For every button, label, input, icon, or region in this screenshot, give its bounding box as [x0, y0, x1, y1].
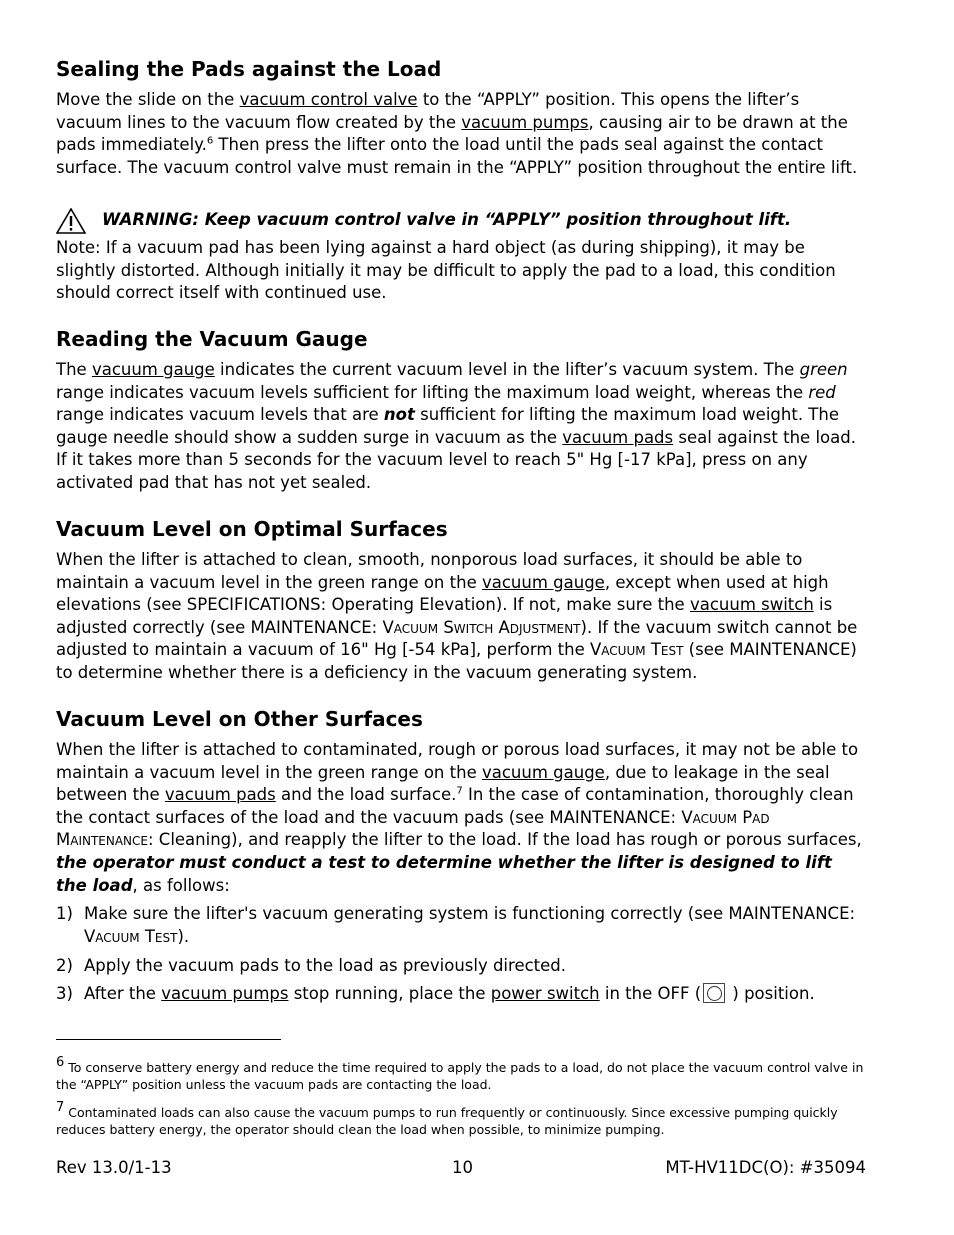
- footnote-ref-6: 6: [206, 135, 214, 147]
- term-power-switch: power switch: [490, 984, 600, 1003]
- warning-text: WARNING: Keep vacuum control valve in “APPLY” position throughout lift.: [102, 210, 792, 229]
- footnote-divider: [56, 1039, 281, 1040]
- section-heading-gauge: Reading the Vacuum Gauge: [56, 327, 368, 351]
- term-vacuum-control-valve: vacuum control valve: [239, 90, 418, 109]
- term-vacuum-pumps: vacuum pumps: [461, 112, 589, 132]
- footnote-ref-7: 7: [456, 785, 463, 797]
- warning-block: [56, 205, 866, 235]
- paragraph-sealing: Move the slide on the vacuum control valve to the “APPLY” position. This opens the lifter’s vacuum lines to the vacuum flow created by the vacuum pumps, causing air to be drawn at the pads immediately.$^6$ Then press the lifter onto the load until the pads seal against the contact surface. The vacuum control valve must remain in the “APPLY” position throughout the entire lift.: [56, 90, 858, 177]
- section-heading-sealing: Sealing the Pads against the Load: [56, 57, 442, 81]
- footnote-6: $^6$ To conserve battery energy and reduce the time required to apply the pads to a load, do not place the vacuum control valve in the “APPLY” position unless the vacuum pads are contacting the load.: [56, 1055, 864, 1092]
- term-vacuum-gauge: vacuum gauge: [481, 572, 605, 592]
- revision-label: Rev 13.0/1-13: [56, 1158, 172, 1177]
- footnote-7: $^7$ Contaminated loads can also cause the vacuum pumps to run frequently or continuously. Since excessive pumping quickly reduces battery energy, the operator should clean the load when possible, to minimize pumping.: [56, 1100, 838, 1137]
- section-heading-other: Vacuum Level on Other Surfaces: [56, 707, 423, 731]
- document-id: MT-HV11DC(O): #35094: [665, 1158, 866, 1177]
- paragraph-gauge: The vacuum gauge indicates the current vacuum level in the lifter’s vacuum system. The green range indicates vacuum levels sufficient for lifting the maximum load weight, whereas the red range indicates vacuum levels that are not sufficient for lifting the maximum load weight. The gauge needle should show a sudden surge in vacuum as the vacuum pads seal against the load. If it takes more than 5 seconds for the vacuum level to reach 5" Hg [-17 kPa], press on any activated pad that has not yet sealed.: [56, 360, 856, 492]
- term-vacuum-pads: vacuum pads: [562, 427, 674, 447]
- term-vacuum-pads: vacuum pads: [164, 785, 276, 805]
- paragraph-other: When the lifter is attached to contaminated, rough or porous load surfaces, it may not be able to maintain a vacuum level in the green range on the vacuum gauge, due to leakage in the seal between the vacuum pads and the load surface.$^7$ In the case of contamination, thoroughly clean the contact surfaces of the load and the vacuum pads (see MAINTENANCE: Vacuum Pad Maintenance: Cleaning), and reapply the lifter to the load. If the load has rough or porous surfaces, the operator must conduct a test to determine whether the lifter is designed to lift the load, as follows:: [56, 740, 862, 895]
- term-vacuum-gauge: vacuum gauge: [481, 762, 605, 782]
- page-footer: [56, 1157, 866, 1181]
- term-vacuum-switch: vacuum switch: [689, 595, 814, 615]
- note-paragraph: Note: If a vacuum pad has been lying against a hard object (as during shipping), it may be slightly distorted. Although initially it may be difficult to apply the pad to a load, this condition should correct itself with continued use.: [56, 238, 836, 303]
- warning-triangle-icon: [56, 208, 86, 234]
- page-number: 10: [452, 1158, 473, 1177]
- section-heading-optimal: Vacuum Level on Optimal Surfaces: [56, 517, 448, 541]
- paragraph-optimal: When the lifter is attached to clean, smooth, nonporous load surfaces, it should be able to maintain a vacuum level in the green range on the vacuum gauge, except when used at high elevations (see SPECIFICATIONS: Operating Elevation). If not, make sure the vacuum switch is adjusted correctly (see MAINTENANCE: Vacuum Switch Adjustment). If the vacuum switch cannot be adjusted to maintain a vacuum of 16" Hg [-54 kPa], perform the Vacuum Test (see MAINTENANCE) to determine whether there is a deficiency in the vacuum generating system.: [56, 550, 858, 682]
- term-vacuum-pumps: vacuum pumps: [161, 984, 289, 1003]
- term-vacuum-gauge: vacuum gauge: [91, 360, 215, 379]
- power-off-icon: [703, 983, 725, 1003]
